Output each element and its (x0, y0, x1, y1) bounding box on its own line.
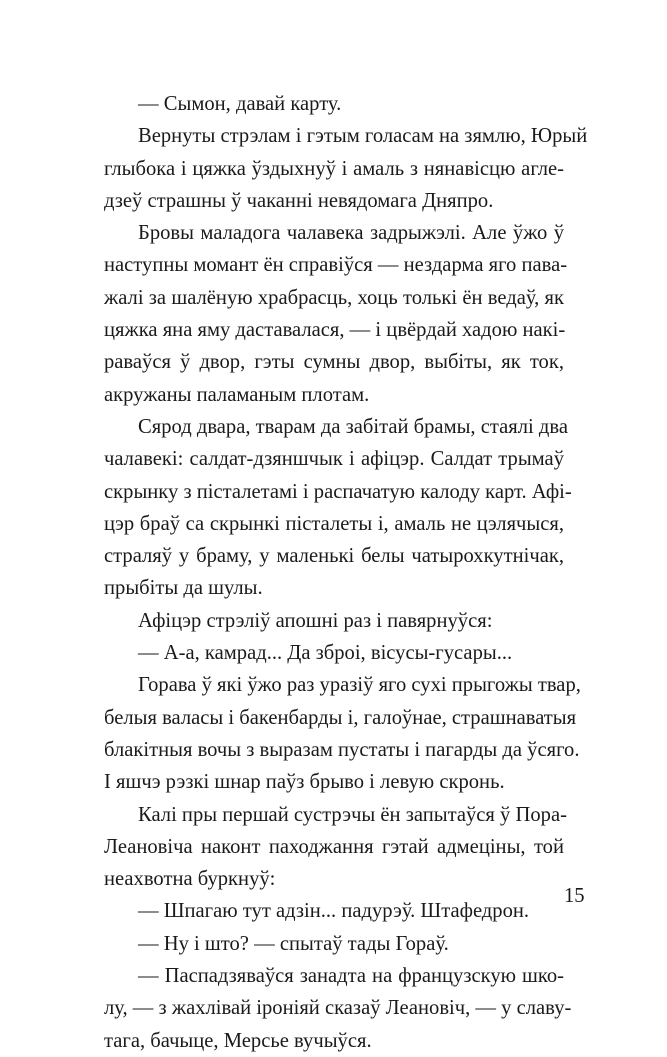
text-line-14: цэр браў са скрынкі пісталеты і, амаль не цэлячыся, (104, 512, 564, 535)
text-line-1: — Сымон, давай карту. (138, 93, 342, 115)
text-line-16: прыбіты да шулы. (104, 577, 263, 600)
text-line-20: белыя валасы і бакенбарды і, галоўнае, страшнаватыя (104, 706, 577, 729)
text-line-25: неахвотна буркнуў: (104, 868, 276, 891)
text-line-9: раваўся ў двор, гэты сумны двор, выбіты, як ток, (104, 351, 564, 374)
text-line-28: — Паспадзяваўся занадта на французскую шко- (138, 965, 564, 988)
text-line-21: блакітныя вочы з выразам пустаты і пагарды да ўсяго. (104, 738, 580, 761)
text-line-26: — Шпагаю тут адзін... падурэў. Штафедрон. (138, 900, 530, 923)
text-line-13: скрынку з пісталетамі і распачатую калоду карт. Афі- (104, 480, 572, 503)
text-line-18: — А-а, камрад... Да зброі, вісусы-гусары... (138, 642, 513, 665)
text-line-12: чалавекі: салдат-дзяншчык і афіцэр. Салдат трымаў (104, 448, 564, 471)
text-line-7: жалі за шалёную храбрасць, хоць толькі ён ведаў, як (104, 286, 564, 309)
text-line-19: Горава ў які ўжо раз уразіў яго сухі прыгожы твар, (138, 674, 581, 697)
text-line-4: дзеў страшны ў чаканні невядомага Дняпро. (104, 189, 494, 212)
text-line-29: лу, — з жахлівай іроніяй сказаў Леановіч, — у славу- (104, 997, 572, 1020)
text-line-10: акружаны паламаным плотам. (104, 383, 370, 406)
text-line-5: Бровы маладога чалавека задрыжэлі. Але ўжо ў (138, 222, 564, 245)
text-line-3: глыбока і цяжка ўздыхнуў і амаль з нянавісцю агле- (104, 157, 564, 180)
text-line-27: — Ну і што? — спытаў тады Гораў. (138, 932, 449, 955)
text-line-30: тага, бачыце, Мерсье вучыўся. (104, 1029, 372, 1052)
text-line-23: Калі пры першай сустрэчы ён запытаўся ў Пора- (138, 803, 567, 826)
text-line-11: Сярод двара, тварам да забітай брамы, стаялі два (138, 415, 568, 438)
text-line-6: наступны момант ён справіўся — нездарма яго пава- (104, 254, 568, 277)
text-line-2: Вернуты стрэлам і гэтым голасам на зямлю, Юрый (138, 125, 588, 148)
text-line-24: Леановіча наконт паходжання гэтай адмецiны, той (104, 835, 564, 858)
text-line-17: Афіцэр стрэліў апошні раз і павярнуўся: (138, 609, 493, 632)
text-line-8: цяжка яна яму даставалася, — і цвёрдай хадою нaкі- (104, 319, 566, 342)
page-number: 15 (564, 885, 585, 907)
text-line-22: І яшчэ рэзкі шнар паўз брыво і левую скронь. (104, 771, 505, 794)
text-line-15: страляў у браму, у маленькі белы чатырохкутнічак, (104, 545, 564, 568)
